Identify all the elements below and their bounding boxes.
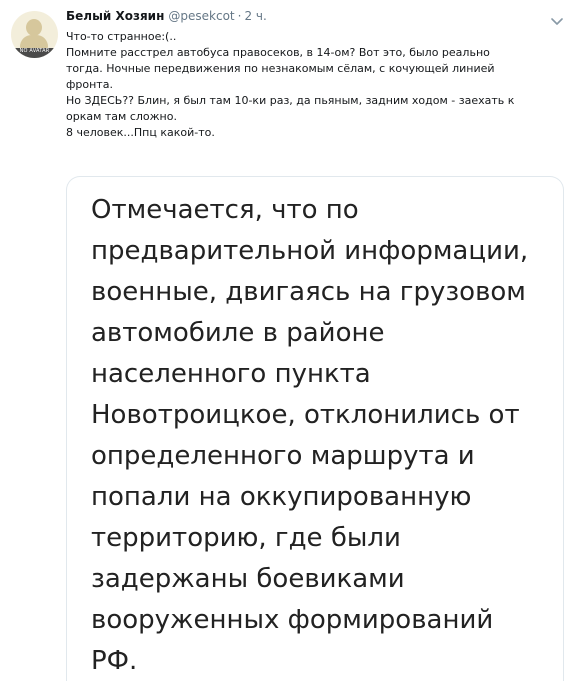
card-text-line: территорию, где были [91, 523, 401, 553]
tweet-text-line: Что-то странное:(.. [66, 30, 177, 43]
card-text-line: Отмечается, что по [91, 195, 359, 225]
tweet-timestamp[interactable]: 2 ч. [244, 9, 267, 23]
tweet-text-line: оркам там сложно. [66, 110, 177, 123]
avatar-label: NO AVATAR [11, 48, 58, 58]
card-text-line: определенного маршрута и [91, 441, 475, 471]
avatar-head-shape [26, 19, 42, 36]
card-text-line: попали на оккупированную [91, 482, 472, 512]
author-handle[interactable]: @pesekcot [168, 9, 235, 23]
tweet-header [66, 9, 267, 27]
avatar-body-shape [20, 35, 48, 49]
card-quote-text [91, 190, 551, 681]
tweet-menu-button[interactable] [551, 12, 563, 22]
tweet-text-line: Но ЗДЕСЬ?? Блин, я был там 10-ки раз, да пьяным, задним ходом - заехать к [66, 94, 515, 107]
card-text-line: предварительной информации, [91, 236, 529, 266]
tweet-text-line: тогда. Ночные передвижения по незнакомым сёлам, с кочующей линией [66, 62, 495, 75]
author-name[interactable]: Белый Хозяин [66, 9, 165, 23]
card-text-line: военные, двигаясь на грузовом [91, 277, 526, 307]
chevron-down-icon [551, 17, 563, 27]
card-text-line: вооруженных формирований [91, 605, 494, 635]
tweet-text-line: Помните расстрел автобуса правосеков, в 14-ом? Вот это, было реально [66, 46, 490, 59]
card-text-line: РФ. [91, 646, 138, 676]
tweet-text [66, 29, 566, 141]
tweet-text-line: фронта. [66, 78, 113, 91]
card-text-line: задержаны боевиками [91, 564, 405, 594]
header-separator: · [237, 9, 242, 23]
media-card[interactable] [66, 176, 564, 681]
card-text-line: автомобиле в районе [91, 318, 385, 348]
tweet-text-line: 8 человек...Ппц какой-то. [66, 126, 215, 139]
card-text-line: Новотроицкое, отклонились от [91, 400, 520, 430]
avatar[interactable] [11, 11, 58, 58]
card-text-line: населенного пункта [91, 359, 371, 389]
